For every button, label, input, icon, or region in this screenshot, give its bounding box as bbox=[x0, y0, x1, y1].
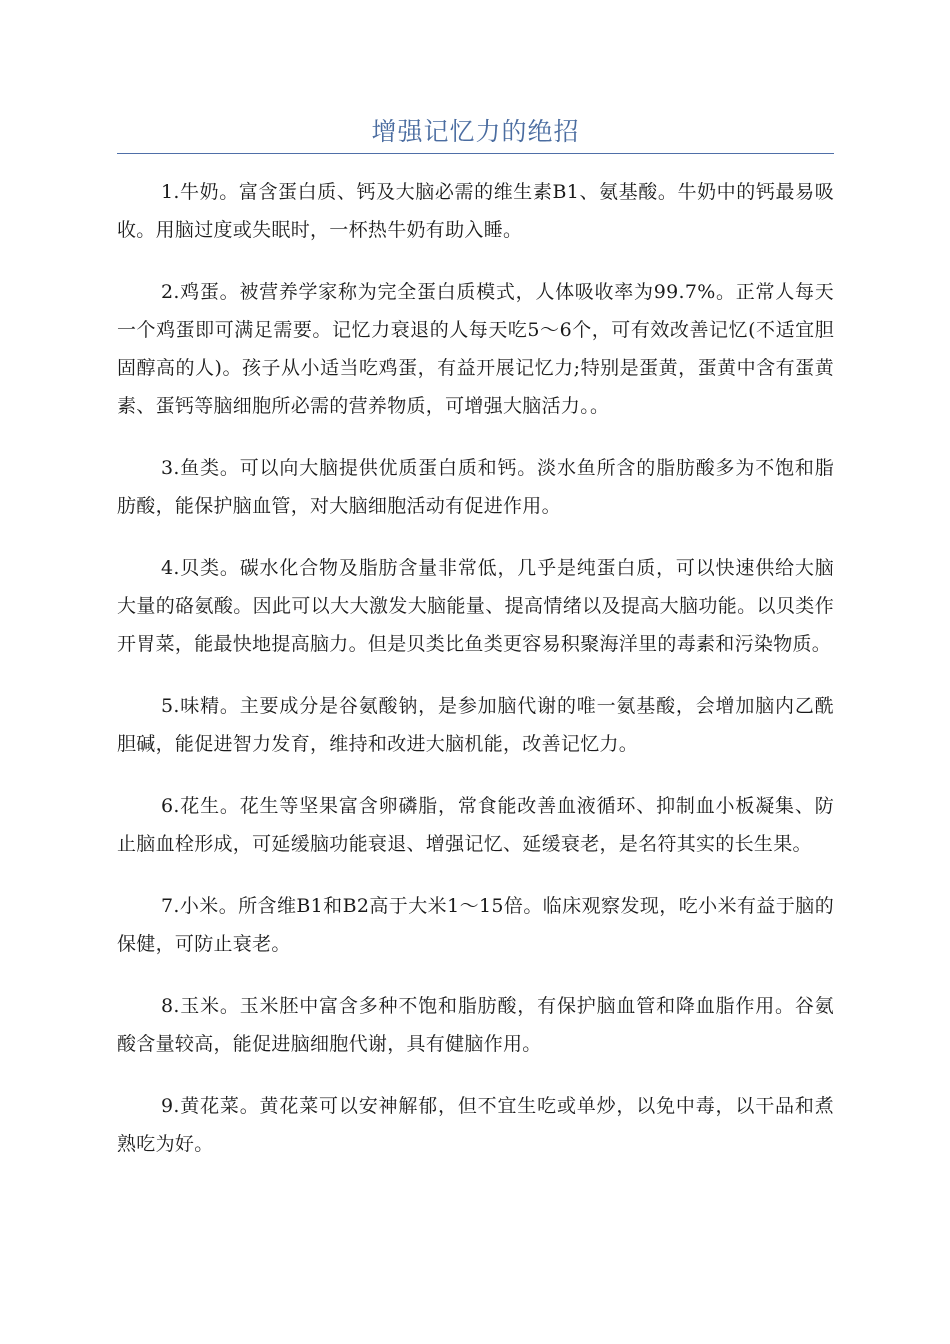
paragraph-millet: 7.小米。所含维B1和B2高于大米1～15倍。临床观察发现，吃小米有益于脑的保健，可防止衰老。 bbox=[117, 895, 834, 955]
paragraph-peanut: 6.花生。花生等坚果富含卵磷脂，常食能改善血液循环、抑制血小板凝集、防止脑血栓形成，可延缓脑功能衰退、增强记忆、延缓衰老，是名符其实的长生果。 bbox=[117, 795, 834, 855]
paragraph-msg: 5.味精。主要成分是谷氨酸钠，是参加脑代谢的唯一氨基酸，会增加脑内乙酰胆碱，能促进智力发育，维持和改进大脑机能，改善记忆力。 bbox=[117, 695, 834, 755]
paragraph-milk: 1.牛奶。富含蛋白质、钙及大脑必需的维生素B1、氨基酸。牛奶中的钙最易吸收。用脑过度或失眠时，一杯热牛奶有助入睡。 bbox=[117, 181, 834, 241]
title-divider bbox=[117, 153, 834, 154]
page-title: 增强记忆力的绝招 bbox=[371, 117, 580, 146]
paragraph-corn: 8.玉米。玉米胚中富含多种不饱和脂肪酸，有保护脑血管和降血脂作用。谷氨酸含量较高，能促进脑细胞代谢，具有健脑作用。 bbox=[117, 995, 834, 1055]
paragraph-egg: 2.鸡蛋。被营养学家称为完全蛋白质模式，人体吸收率为99.7%。正常人每天一个鸡蛋即可满足需要。记忆力衰退的人每天吃5～6个，可有效改善记忆(不适宜胆固醇高的人)。孩子从小适当吃鸡蛋，有益开展记忆力;特别是蛋黄，蛋黄中含有蛋黄素、蛋钙等脑细胞所必需的营养物质，可增强大脑活力。。 bbox=[117, 281, 834, 417]
document-body bbox=[117, 173, 834, 1187]
paragraph-daylily: 9.黄花菜。黄花菜可以安神解郁，但不宜生吃或单炒，以免中毒，以干品和煮熟吃为好。 bbox=[117, 1095, 834, 1155]
paragraph-fish: 3.鱼类。可以向大脑提供优质蛋白质和钙。淡水鱼所含的脂肪酸多为不饱和脂肪酸，能保护脑血管，对大脑细胞活动有促进作用。 bbox=[117, 457, 834, 517]
paragraph-shellfish: 4.贝类。碳水化合物及脂肪含量非常低，几乎是纯蛋白质，可以快速供给大脑大量的硌氨酸。因此可以大大激发大脑能量、提高情绪以及提高大脑功能。以贝类作开胃菜，能最快地提高脑力。但是贝类比鱼类更容易积聚海洋里的毒素和污染物质。 bbox=[117, 557, 834, 655]
